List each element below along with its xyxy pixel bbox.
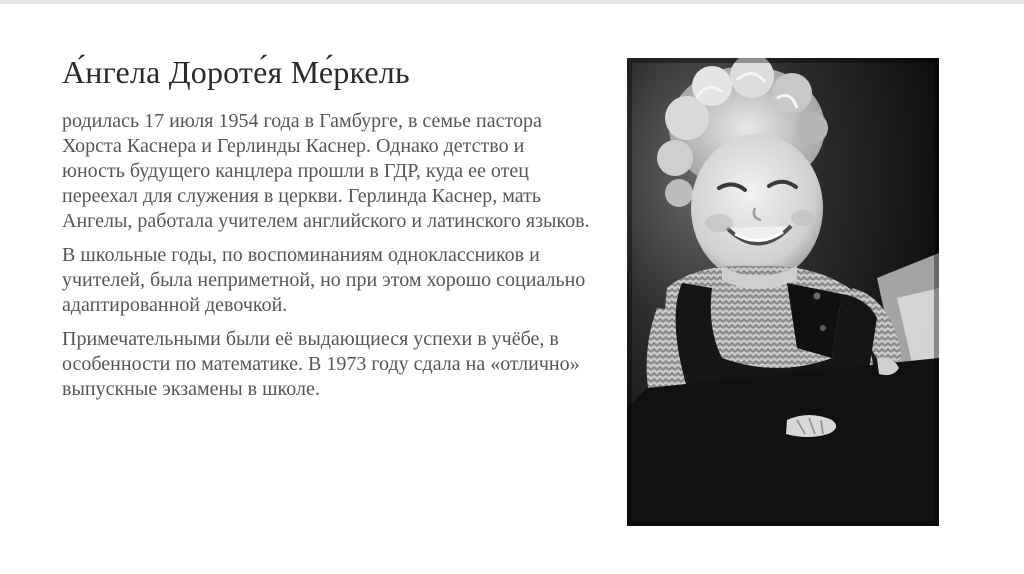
slide-body (62, 109, 592, 411)
photo-illustration (627, 58, 939, 526)
paragraph-school: В школьные годы, по воспоминаниям одноклассников и учителей, была неприметной, но при этом хорошо социально адаптированной девочкой. (62, 244, 586, 316)
paragraph-achievements: Примечательными были её выдающиеся успехи в учёбе, в особенности по математике. В 1973 году сдала на «отлично» выпускные экзамены в школе. (62, 328, 580, 400)
childhood-photo (627, 58, 939, 526)
slide-title: А́нгела Дороте́я Ме́ркель (62, 54, 410, 90)
paragraph-birth: родилась 17 июля 1954 года в Гамбурге, в семье пастора Хорста Каснера и Герлинды Каснер. Однако детство и юность будущего канцлера прошли в ГДР, куда ее отец переехал для служения в церкви. Герлинда Каснер, мать Ангелы, работала учителем английского и латинского языков. (62, 110, 590, 232)
top-divider (0, 0, 1024, 4)
face (691, 134, 823, 282)
